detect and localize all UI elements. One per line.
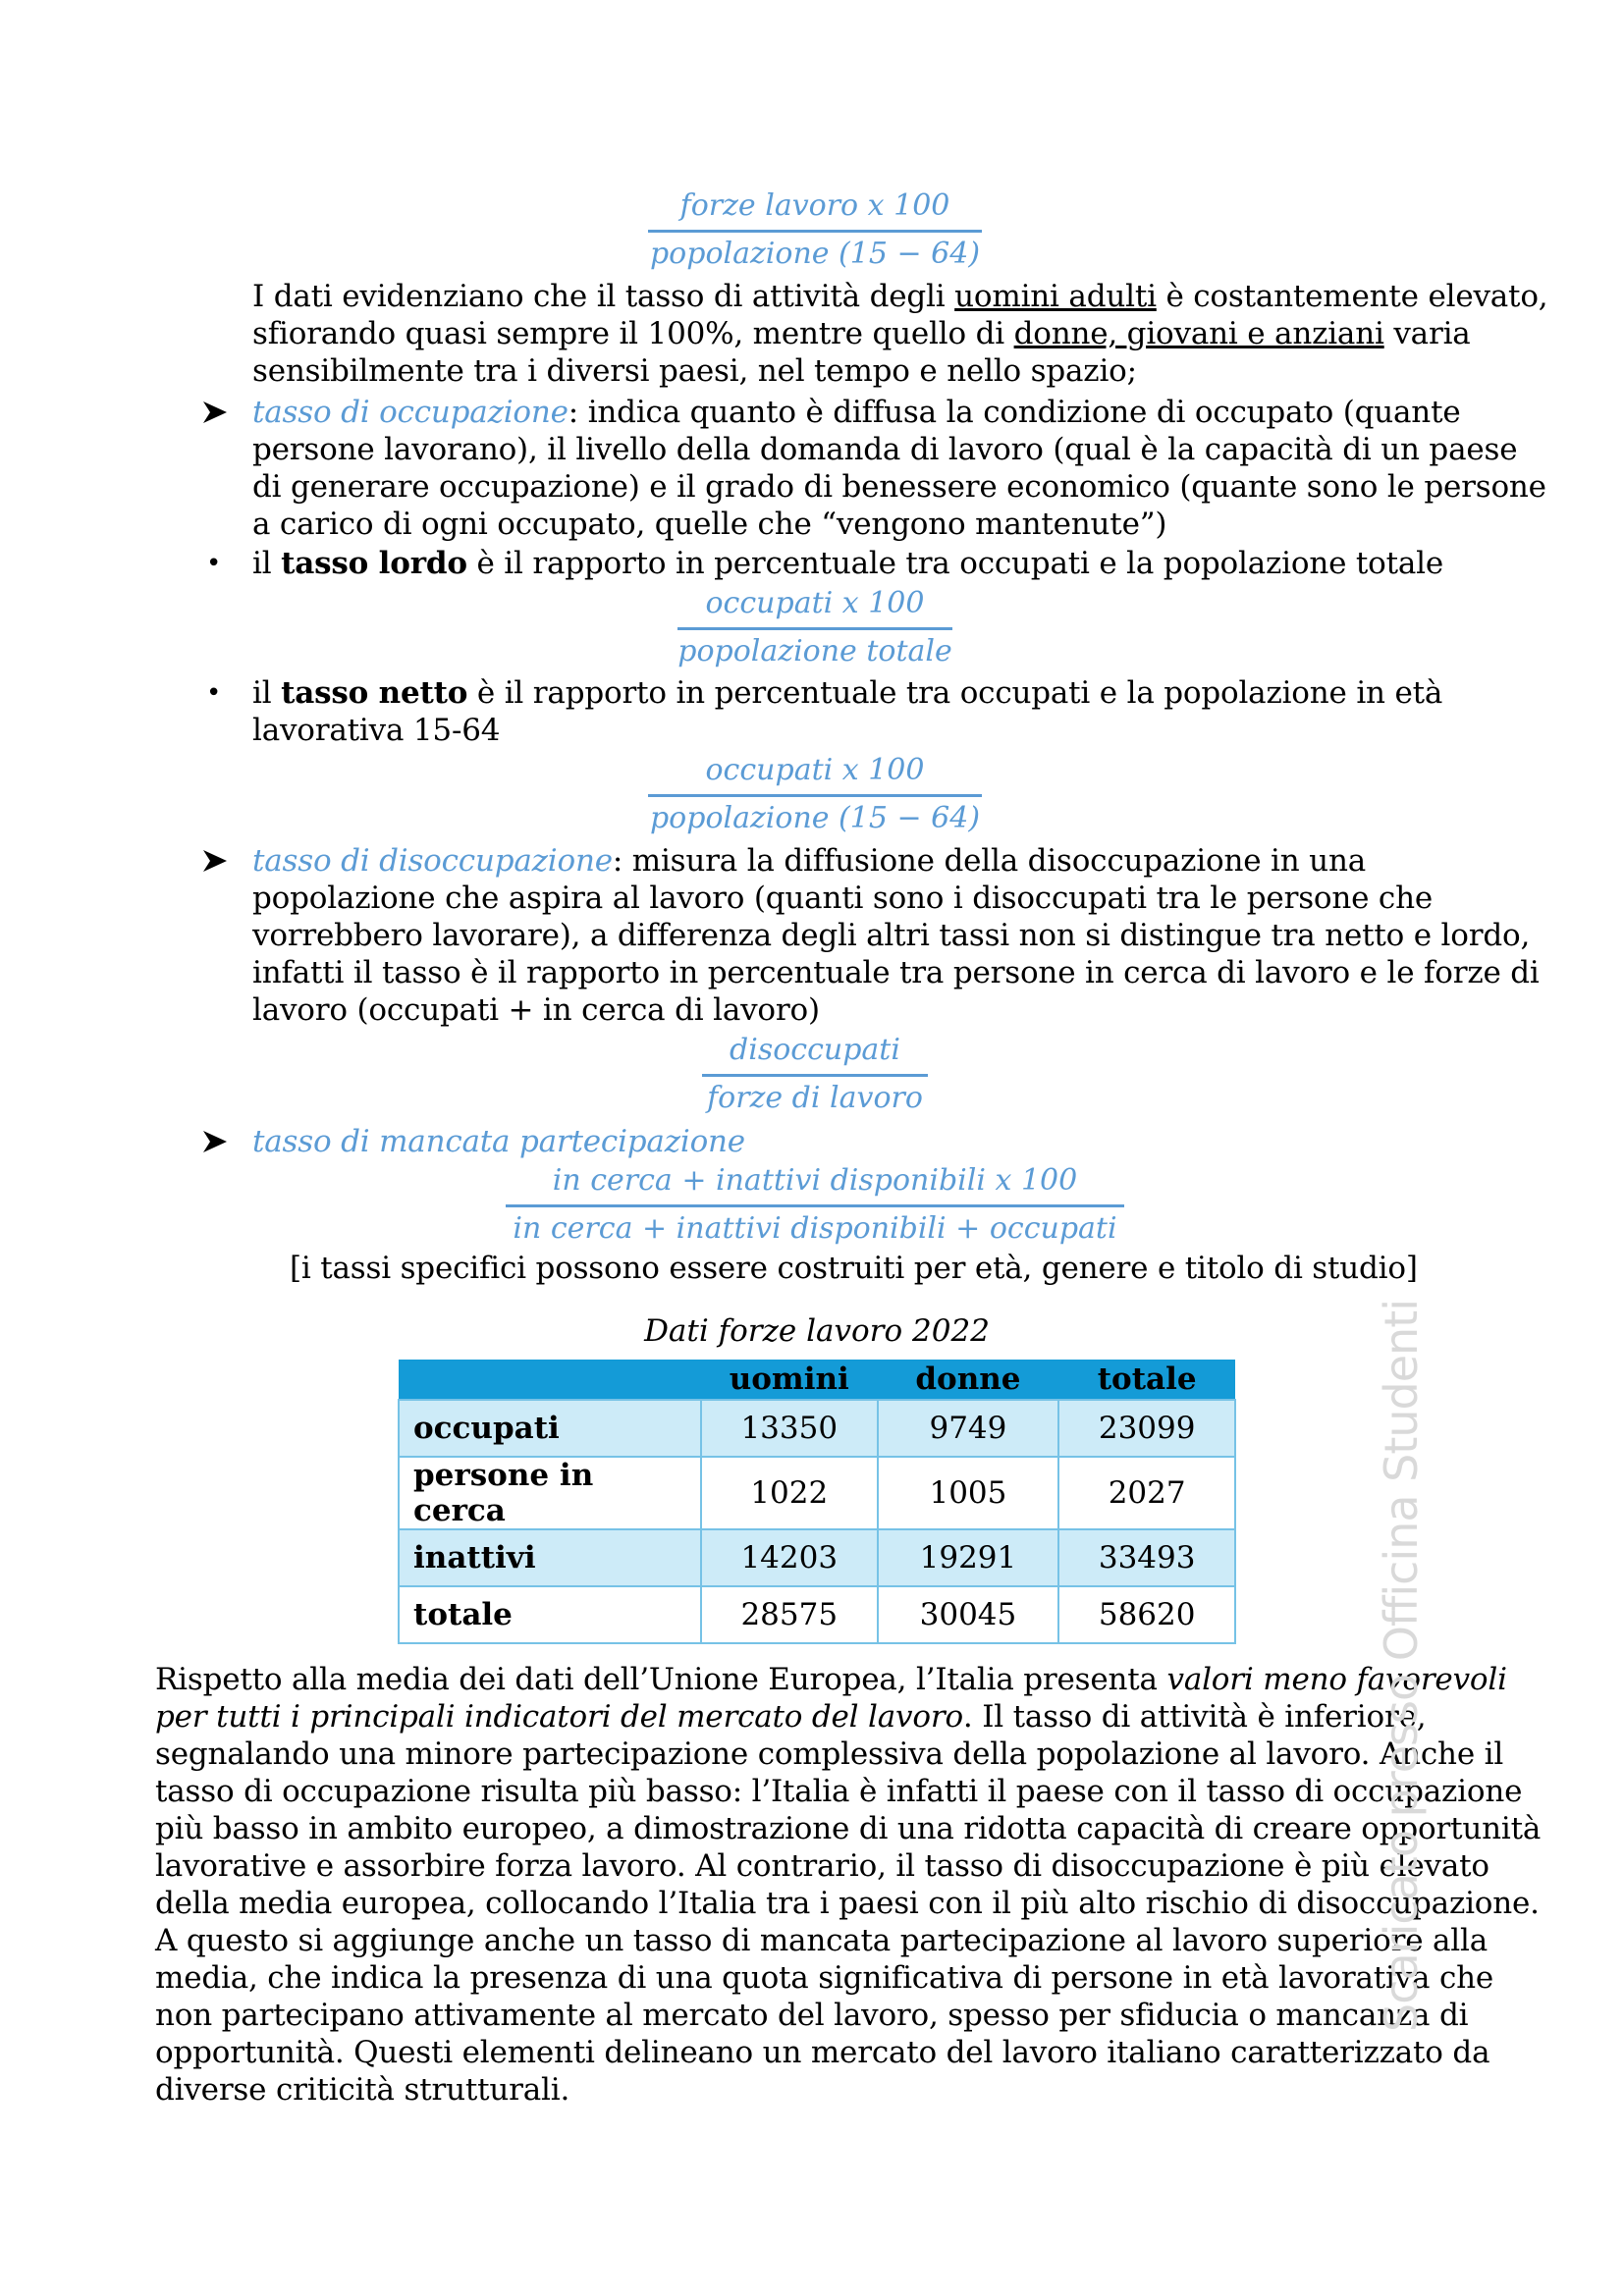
term-tasso-mancata-partecipazione: tasso di mancata partecipazione [252, 1124, 745, 1159]
formula-numerator: disoccupati [730, 1033, 900, 1067]
fraction-bar [677, 627, 952, 630]
formula-tasso-attivita [648, 187, 982, 274]
arrowhead-bullet-icon [203, 1131, 227, 1152]
underlined-text: uomini adulti [954, 279, 1157, 314]
formula-tasso-netto [648, 751, 982, 838]
formula-denominator: forze di lavoro [707, 1081, 923, 1115]
cell: 2027 [1058, 1457, 1235, 1529]
cell: 13350 [701, 1400, 878, 1457]
formula-numerator: forze lavoro x 100 [679, 188, 950, 223]
labour-force-table [398, 1360, 1236, 1644]
table-caption: Dati forze lavoro 2022 [644, 1313, 990, 1349]
paragraph-line: opportunità. Questi elementi delineano un mercato del lavoro italiano caratterizzato da [155, 2035, 1490, 2070]
cell: 58620 [1058, 1586, 1235, 1643]
row-label: inattivi [399, 1529, 701, 1586]
paragraph-line: I dati evidenziano che il tasso di attività degli uomini adulti è costantemente elevato, [252, 279, 1548, 314]
bullet-tasso-occupazione: tasso di occupazione: indica quanto è diffusa la condizione di occupato (quante [252, 395, 1461, 430]
fraction-bar [648, 794, 982, 797]
paragraph-line: per tutti i principali indicatori del mercato del lavoro. Il tasso di attività è inferiore, [155, 1699, 1427, 1735]
table-row [399, 1400, 1235, 1457]
paragraph-line: lavorative e assorbire forza lavoro. Al contrario, il tasso di disoccupazione è più elevato [155, 1848, 1489, 1884]
bullet-tasso-disoccupazione: tasso di disoccupazione: misura la diffusione della disoccupazione in una [252, 843, 1366, 879]
bullet-tasso-lordo: il tasso lordo è il rapporto in percentuale tra occupati e la popolazione totale [252, 546, 1444, 581]
header-donne: donne [878, 1360, 1059, 1400]
paragraph-line: più basso in ambito europeo, a dimostrazione di una ridotta capacità di creare opportunità [155, 1811, 1542, 1846]
arrowhead-bullet-icon [203, 850, 227, 872]
formula-numerator: in cerca + inattivi disponibili x 100 [552, 1163, 1078, 1198]
table-row [399, 1586, 1235, 1643]
table-row [399, 1457, 1235, 1529]
cell: 33493 [1058, 1529, 1235, 1586]
paragraph-line: diverse criticità strutturali. [155, 2072, 570, 2108]
paragraph-line: lavoro (occupati + in cerca di lavoro) [252, 992, 820, 1028]
paragraph-line: della media europea, collocando l’Italia tra i paesi con il più alto rischio di disoccupazione. [155, 1886, 1540, 1921]
cell: 23099 [1058, 1400, 1235, 1457]
paragraph-line: segnalando una minore partecipazione complessiva della popolazione al lavoro. Anche il [155, 1736, 1504, 1772]
cell: 19291 [878, 1529, 1059, 1586]
term-tasso-occupazione: tasso di occupazione [252, 395, 568, 430]
note-tassi-specifici: [i tassi specifici possono essere costruiti per età, genere e titolo di studio] [290, 1251, 1418, 1286]
fraction-bar [506, 1204, 1124, 1207]
paragraph-line: lavorativa 15-64 [252, 713, 501, 748]
formula-denominator: in cerca + inattivi disponibili + occupati [513, 1211, 1117, 1246]
formula-tasso-lordo [677, 584, 952, 671]
formula-numerator: occupati x 100 [705, 753, 925, 787]
cell: 28575 [701, 1586, 878, 1643]
row-label: occupati [399, 1400, 701, 1457]
header-empty [399, 1360, 701, 1400]
paragraph-line: vorrebbero lavorare), a differenza degli altri tassi non si distingue tra netto e lordo, [252, 918, 1531, 953]
cell: 30045 [878, 1586, 1059, 1643]
table-header-row [399, 1360, 1235, 1400]
paragraph-line: Rispetto alla media dei dati dell’Unione Europea, l’Italia presenta valori meno favorevoli [155, 1662, 1507, 1697]
bullet-tasso-mancata-partecipazione [252, 1123, 745, 1160]
paragraph-line: persone lavorano), il livello della domanda di lavoro (qual è la capacità di un paese [252, 432, 1518, 467]
arrowhead-bullet-icon [203, 401, 227, 423]
paragraph-line: infatti il tasso è il rapporto in percentuale tra persone in cerca di lavoro e le forze di [252, 955, 1540, 990]
cell: 9749 [878, 1400, 1059, 1457]
paragraph-line: media, che indica la presenza di una quota significativa di persone in età lavorativa che [155, 1960, 1494, 1996]
paragraph-line: a carico di ogni occupato, quelle che “vengono mantenute”) [252, 507, 1167, 542]
row-label: totale [399, 1586, 701, 1643]
paragraph-line: sensibilmente tra i diversi paesi, nel tempo e nello spazio; [252, 353, 1137, 389]
watermark: Scaricato presso Officina Studenti [1375, 1299, 1428, 2032]
term-tasso-disoccupazione: tasso di disoccupazione [252, 843, 613, 879]
formula-denominator: popolazione (15 − 64) [649, 237, 981, 271]
header-uomini: uomini [701, 1360, 878, 1400]
paragraph-line: di generare occupazione) e il grado di benessere economico (quante sono le persone [252, 469, 1546, 505]
paragraph-line: sfiorando quasi sempre il 100%, mentre quello di donne, giovani e anziani varia [252, 316, 1471, 351]
paragraph-line: popolazione che aspira al lavoro (quanti sono i disoccupati tra le persone che [252, 881, 1433, 916]
table-row [399, 1529, 1235, 1586]
cell: 1005 [878, 1457, 1059, 1529]
cell: 14203 [701, 1529, 878, 1586]
cell: 1022 [701, 1457, 878, 1529]
fraction-bar [648, 230, 982, 233]
row-label: persone in cerca [399, 1457, 701, 1529]
paragraph-line: non partecipano attivamente al mercato del lavoro, spesso per sfiducia o mancanza di [155, 1998, 1469, 2033]
formula-tasso-disoccupazione [702, 1031, 928, 1118]
underlined-text: donne, giovani e anziani [1013, 316, 1384, 351]
formula-denominator: popolazione (15 − 64) [649, 801, 981, 835]
paragraph-line: A questo si aggiunge anche un tasso di mancata partecipazione al lavoro superiore alla [155, 1923, 1489, 1958]
dot-bullet-icon: • [206, 678, 222, 708]
header-totale: totale [1058, 1360, 1235, 1400]
fraction-bar [702, 1074, 928, 1077]
bullet-tasso-netto: il tasso netto è il rapporto in percentuale tra occupati e la popolazione in età [252, 675, 1443, 711]
paragraph-line: tasso di occupazione risulta più basso: l’Italia è infatti il paese con il tasso di occupazione [155, 1774, 1523, 1809]
formula-numerator: occupati x 100 [705, 586, 925, 620]
formula-denominator: popolazione totale [677, 634, 952, 668]
formula-tasso-mancata-partecipazione [506, 1161, 1124, 1249]
dot-bullet-icon: • [206, 549, 222, 578]
